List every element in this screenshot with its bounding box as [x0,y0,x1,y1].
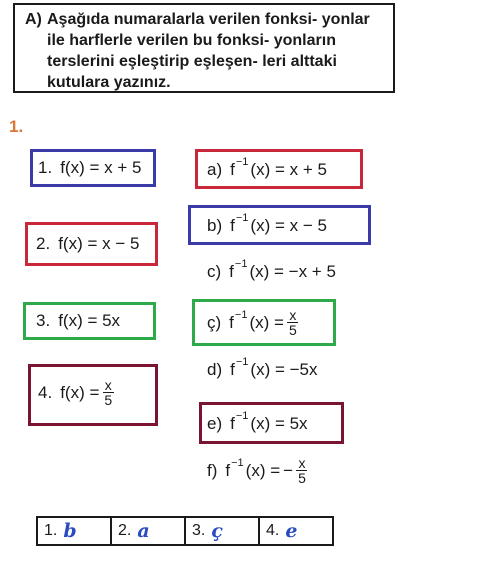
answer-value: b [63,520,77,542]
inverse-cc [207,308,299,337]
question-number: 1. [9,117,24,136]
answer-label: 2. [118,522,132,539]
function-4-fraction [102,378,114,407]
fraction-numerator: x [289,307,297,323]
answer-label: 1. [44,522,58,539]
inverse-f: f [230,360,235,379]
fraction-numerator: x [104,377,112,393]
answer-label: 3. [192,522,206,539]
function-2-label: 2. [36,234,51,253]
function-1-label: 1. [38,158,53,177]
answer-cell-1[interactable] [38,518,112,544]
answer-label: 4. [266,522,280,539]
inverse-e-label: e) [207,414,223,433]
inverse-d-label: d) [207,360,223,379]
inverse-exponent: −1 [235,156,249,168]
fraction-numerator: x [298,455,306,471]
function-3-expr: f(x) = 5x [58,311,121,330]
inverse-f: f [230,160,235,179]
inverse-exponent: −1 [234,308,248,321]
function-1 [38,158,141,178]
function-4 [38,378,114,407]
inverse-cc-label: ç) [207,312,222,332]
inverse-b-expr: (x) = x − 5 [250,216,327,235]
inverse-exponent: −1 [235,356,249,368]
inverse-e-expr: (x) = 5x [250,414,308,433]
minus-sign: − [283,460,294,480]
inverse-f-fraction [296,456,308,485]
answer-table [36,516,334,546]
inverse-a-label: a) [207,160,223,179]
function-4-expr: f(x) = [60,382,100,402]
function-2 [36,234,139,254]
inverse-exponent: −1 [235,212,249,224]
answer-value: e [285,520,298,542]
inverse-cc-expr: (x) = [249,312,284,332]
inverse-f: f [229,262,234,281]
fraction-denominator: 5 [104,392,113,408]
fraction-denominator: 5 [288,322,297,338]
function-4-label: 4. [38,382,53,402]
inverse-c [207,258,336,282]
fraction-denominator: 5 [298,470,306,486]
inverse-f: f [230,216,235,235]
inverse-f [207,456,308,485]
answer-cell-2[interactable] [112,518,186,544]
inverse-a [207,156,327,180]
inverse-d [207,356,318,380]
inverse-exponent: −1 [231,456,244,469]
inverse-e [207,410,308,434]
inverse-d-expr: (x) = −5x [250,360,318,379]
inverse-f: f [229,312,234,332]
inverse-f: f [230,414,235,433]
inverse-c-label: c) [207,262,222,281]
answer-cell-3[interactable] [186,518,260,544]
inverse-c-expr: (x) = −x + 5 [249,262,336,281]
inverse-cc-fraction [287,308,299,337]
instruction-prefix: A) [25,11,42,28]
instruction-text: Aşağıda numaralarla verilen fonksi- yonlar ile harflerle verilen bu fonksi- yonların terslerini eşleştirip eşleşen- leri alttaki kutulara yazınız. [47,11,370,91]
answer-value: a [137,520,150,542]
inverse-exponent: −1 [234,258,248,270]
answer-value: ç [211,520,223,542]
function-3-label: 3. [36,311,51,330]
inverse-b-label: b) [207,216,223,235]
inverse-f-expr: (x) = [245,460,281,480]
inverse-f-label: f) [207,460,218,480]
function-3 [36,311,120,331]
instruction-box [13,3,395,93]
inverse-b [207,212,327,236]
function-2-expr: f(x) = x − 5 [58,234,140,253]
answer-cell-4[interactable] [260,518,332,544]
inverse-exponent: −1 [235,410,249,422]
inverse-a-expr: (x) = x + 5 [250,160,327,179]
function-1-expr: f(x) = x + 5 [60,158,142,177]
inverse-f: f [225,460,231,480]
